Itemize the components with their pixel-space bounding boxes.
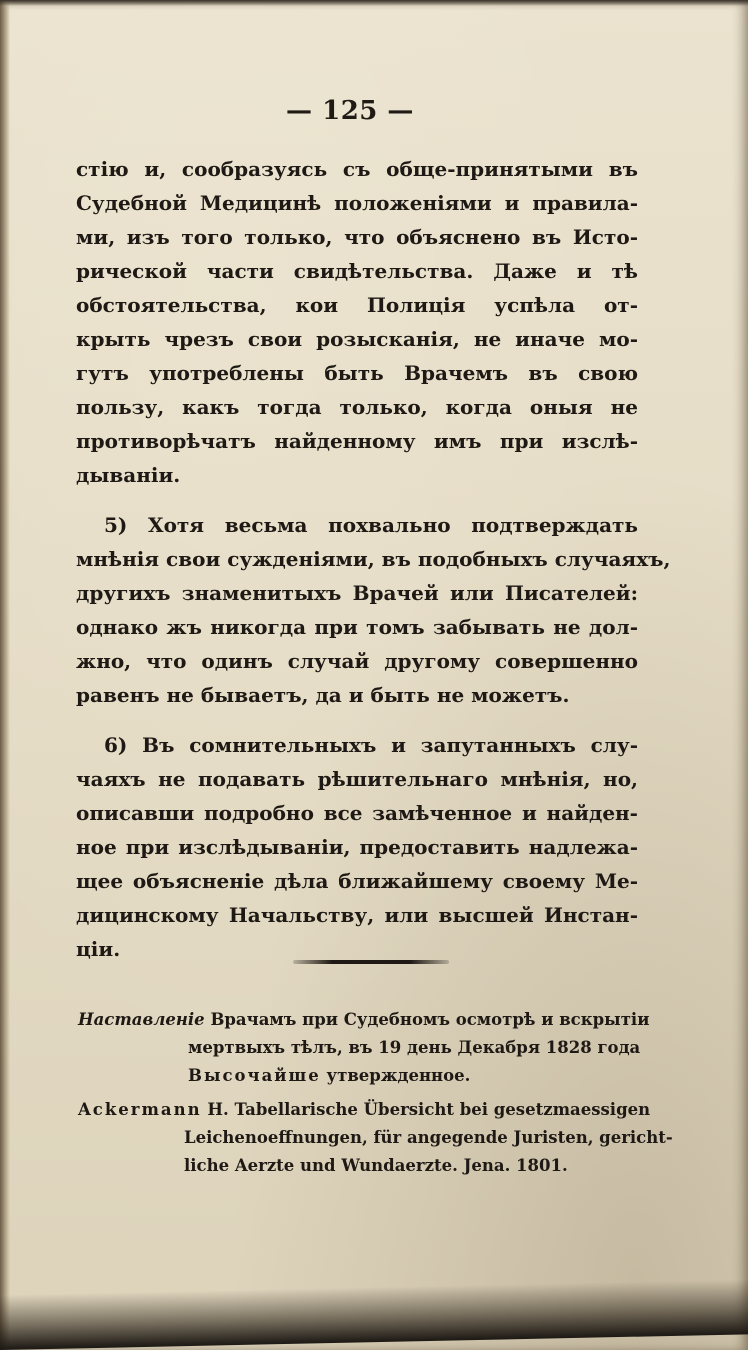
- paragraph-gap: [76, 712, 638, 728]
- text-line: описавши подробно все замѣченное и найден-: [76, 801, 638, 825]
- reference-title-lead: Наставленіе: [78, 1010, 205, 1029]
- page-gutter: [0, 0, 10, 1350]
- text-line: Судебной Медицинѣ положеніями и правила-: [76, 191, 638, 215]
- paragraph-continuation: [76, 152, 638, 492]
- reference-line: [78, 1152, 644, 1180]
- reference-emphasis: Высочайше: [188, 1066, 321, 1085]
- reference-line: Leichenoeffnungen, für angegende Juristen, gericht-: [184, 1128, 673, 1147]
- text-line: другихъ знаменитыхъ Врачей или Писателей:: [76, 581, 638, 605]
- page-number: — 125 —: [286, 96, 414, 126]
- text-line: обстоятельства, кои Полиція успѣла от-: [76, 293, 638, 317]
- section-divider: [293, 960, 449, 964]
- text-line: мнѣнія свои сужденіями, въ подобныхъ случаяхъ,: [76, 547, 671, 571]
- text-line: гутъ употреблены быть Врачемъ въ свою: [76, 361, 638, 385]
- text-line: щее объясненіе дѣла ближайшему своему Ме-: [76, 869, 638, 893]
- reference-title-rest: Врачамъ при Судебномъ осмотрѣ и вскрытіи: [210, 1010, 650, 1029]
- text-line: равенъ не бываетъ, да и быть не можетъ.: [76, 683, 570, 707]
- text-line: ми, изъ того только, что объяснено въ Исто-: [76, 225, 638, 249]
- reference-text: утвержденное.: [326, 1066, 471, 1085]
- text-line: дицинскому Начальству, или высшей Инстан-: [76, 903, 638, 927]
- reference-entry: [78, 1006, 650, 1090]
- text-line: крыть чрезъ свои розысканія, не иначе мо-: [76, 327, 638, 351]
- paragraph-point-5: [76, 508, 671, 712]
- text-line: стію и, сообразуясь съ обще-принятыми въ: [76, 157, 638, 181]
- text-line: дываніи.: [76, 463, 181, 487]
- text-line: ціи.: [76, 937, 121, 961]
- text-line: 6) Въ сомнительныхъ и запутанныхъ слу-: [104, 733, 638, 757]
- page-top-edge: [0, 0, 748, 6]
- reference-line: мертвыхъ тѣлъ, въ 19 день Декабря 1828 года: [188, 1038, 641, 1057]
- text-line: ное при изслѣдываніи, предоставить надлежа-: [76, 835, 638, 859]
- text-line: чаяхъ не подавать рѣшительнаго мнѣнія, но,: [76, 767, 638, 791]
- text-line: рической части свидѣтельства. Даже и тѣ: [76, 259, 638, 283]
- body-text: [76, 152, 671, 966]
- reference-line: [78, 1062, 644, 1090]
- paragraph-point-6: [76, 728, 638, 966]
- text-line: противорѣчатъ найденному имъ при изслѣ-: [76, 429, 638, 453]
- paragraph-gap: [76, 492, 638, 508]
- references: [78, 1006, 673, 1186]
- reference-line: [78, 1096, 651, 1124]
- text-line: жно, что одинъ случай другому совершенно: [76, 649, 638, 673]
- text-line: пользу, какъ тогда только, когда оныя не: [76, 395, 638, 419]
- text-line: 5) Хотя весьма похвально подтверждать: [104, 513, 638, 537]
- page-bottom-edge: [0, 1279, 748, 1350]
- reference-line: [78, 1006, 650, 1034]
- reference-entry: [78, 1096, 673, 1180]
- reference-author: Ackermann: [78, 1100, 202, 1119]
- reference-title: H. Tabellarische Übersicht bei gesetzmaessigen: [207, 1100, 651, 1119]
- text-line: однако жъ никогда при томъ забывать не дол-: [76, 615, 638, 639]
- reference-text: liche Aerzte und Wundaerzte. Jena. 1801.: [184, 1156, 568, 1175]
